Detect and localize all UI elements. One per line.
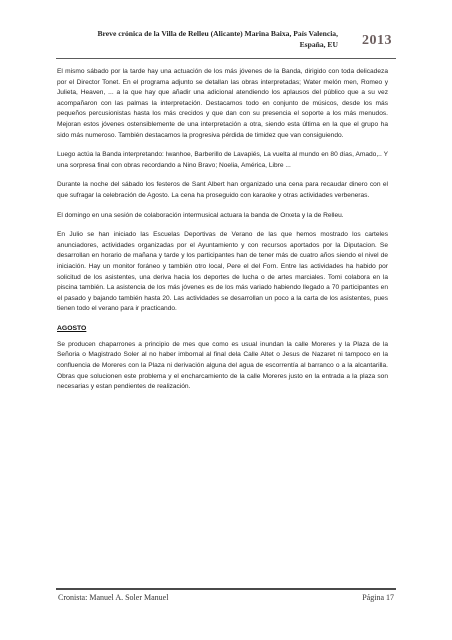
paragraph-4: El domingo en una sesión de colaboración intermusical actuara la banda de Orxeta y la de Relleu. [57, 211, 344, 219]
paragraph-1: El mismo sábado por la tarde hay una actuación de los más jóvenes de la Banda, dirigido con toda delicadeza por el Director Tonet. En el programa adjunto se detallan las obras interpretadas; Water melón men, Romeo y Julieta, Heaven, ... a la que hay que añadir una adicional atendiendo los aplausos del público que a su vez acompañaron con las palmas la interpretación. Destacamos todo en conjunto de músicos, desde los más pequeños percusionistas hasta los más crecidos y que dan con su presencia el soporte a los más menudos. Mejoran estos jóvenes ostensiblemente de una interpretación a otra, siendo esta última en la que el grupo ha sido más numeroso. También destacamos la progresiva pérdida de timidez que van consiguiendo. [57, 68, 388, 139]
header-year: 2013 [362, 33, 392, 48]
paragraph-3: Durante la noche del sábado los festeros de Sant Albert han organizado una cena para recaudar dinero con el que sufragar la celebración de Agosto. La cena ha proseguido con karaoke y otras actividades verbeneras. [57, 181, 388, 199]
header-divider [56, 58, 396, 59]
footer-page-number: Página 17 [362, 593, 394, 602]
footer-divider [56, 588, 396, 590]
paragraph-5: En Julio se han iniciado las Escuelas Deportivas de Verano de las que hemos mostrado los carteles anunciadores, actividades organizadas por el Ayuntamiento y con recursos aportados por la Diputacion. Se desarrollan en horario de mañana y tarde y los participantes han de tener más de cuatro años siendo el nivel de iniciación. Hay un monitor foráneo y también otro local, Pere el del Forn. Entre las actividades ha habido por solicitud de los asistentes, una deriva hacia los deportes de lucha o de artes marciales. Tomi colabora en la piscina también. La asistencia de los más jóvenes es de los más variado habiendo llegado a 70 participantes en el pasado y bajando también hasta 20. Las actividades se desarrollan un poco a la carta de los asistentes, pues tienen todo el verano para ir practicando. [57, 231, 388, 313]
header-title-line-1: Breve crónica de la Villa de Relleu (Alicante) Marina Baixa, País Valencia, [97, 29, 338, 38]
page-header [56, 24, 396, 58]
footer-author: Cronista: Manuel A. Soler Manuel [58, 593, 169, 602]
header-title [48, 29, 338, 50]
section-heading-agosto: AGOSTO [57, 324, 87, 332]
paragraph-2: Luego actúa la Banda interpretando: Iwanhoe, Barberillo de Lavapiés, La vuelta al mundo en 80 días, Amado,.. Y una sorpresa final con obras recordando a Nino Bravo; Noelia, América, Libre ... [57, 151, 388, 169]
paragraph-agosto: Se producen chaparrones a principio de mes que como es usual inundan la calle Moreres y la Plaza de la Señoria o Magistrado Soler al no haber imbornal al final dela Calle Altet o Jesus de Nazaret ni tampoco en la confluencia de Moreres con la Plaza ni derivación alguna del agua de escorrentía al barranco o a la alcantarilla. Obras que solucionen este problema y el encharcamiento de la calle Moreres justo en la entrada a la plaza son necesarias y estan pendientes de realización. [57, 340, 388, 391]
page-content [57, 67, 388, 402]
header-title-line-2: España, EU [299, 39, 338, 49]
